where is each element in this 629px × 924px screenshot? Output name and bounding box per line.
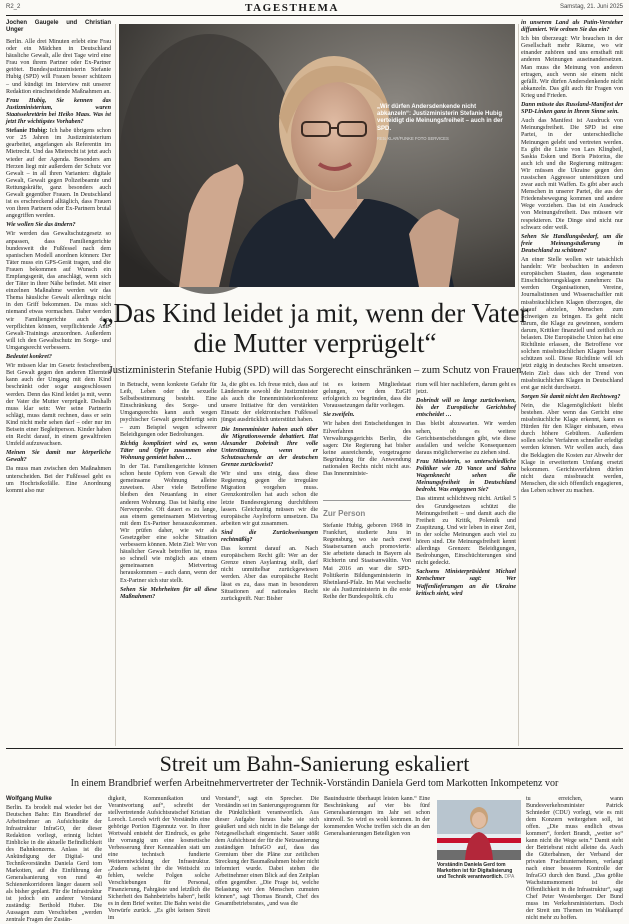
caption-credit: DPA bbox=[504, 874, 515, 880]
interview-question: Sie zweifeln. bbox=[323, 412, 355, 419]
paragraph bbox=[6, 128, 111, 220]
section-title: TAGESTHEMA bbox=[245, 2, 340, 14]
paragraph-text: Wir sind uns einig, dass diese Regierung gegen die irreguläre Migration vorgehen muss. Grenzkontrollen hat auch schon die letzte Bundesregierung durchführen lassen. Gleichzeitig müssen wir die europäische Asylreform umsetzen. Da arbeiten wir gut zusammen. bbox=[221, 471, 318, 527]
article-column-1 bbox=[6, 20, 111, 746]
photo-caption: „Wir dürfen Andersdenkende nicht abkanzeln“: Justizministerin Stefanie Hubig verteidigt die Meinungsfreiheit – auch in der SPD. bbox=[377, 104, 503, 132]
paragraph-text: rium will hier nachliefern, darum geht es jetzt. bbox=[416, 382, 516, 396]
speaker-name: Stefanie Hubig: bbox=[6, 128, 48, 135]
info-box-text: Stefanie Hubig, geboren 1968 in Frankfurt, studierte Jura in Regensburg, wo sie nach zwei Staatsexamen auch promovierte. Sie arbeitete danach in Bayern als Richterin und Staatsanwältin. Von Mai 2016 an war die SPD-Politikerin Bildungsministerin in Rheinland-Pfalz. Im Mai wechselte sie als Justizministerin in die erste Reihe der Bundespolitik. cfu bbox=[323, 523, 411, 600]
paragraph bbox=[221, 471, 318, 528]
header-rule bbox=[6, 15, 623, 16]
article-column-2 bbox=[120, 382, 217, 746]
interview-question: in unserem Land als Putin-Versteher diffamiert. Wie ordnen Sie das ein? bbox=[521, 20, 623, 34]
paragraph bbox=[6, 363, 111, 448]
paragraph bbox=[416, 496, 516, 567]
article2-column-1 bbox=[6, 796, 102, 923]
executive-photo-image bbox=[437, 800, 521, 860]
issue-date: Samstag, 21. Juni 2025 bbox=[559, 4, 623, 10]
article2-text: tu erreichen, wann Bundesverkehrsminister Patrick Schnieder (CDU) vorlegt, wie es mit dem Konzern weitergehen soll, ist offen. „Die muss endlich etwas kommen“, fordert Brandt, „weiter so“ kann nicht die Wege sein.“ Damit steht der Betriebsrat nicht alleine da. Auch die Güterbahnen, der Verband der privaten Frachtunternehmen, verlangt nach einer besseren Kontrolle der InfraGO durch den Bund. „Das größte Wachstumsmoment ist die Öffentlichkeit in die Infrastruktur“, sagt Chef Peter Westenberger. Der Bund muss im Verkehrsministerium. Doch der Streit um Themen im Wahlkampf nicht mehr zu hoffen. bbox=[526, 796, 623, 921]
paragraph bbox=[120, 464, 217, 585]
paragraph bbox=[221, 382, 318, 425]
paragraph bbox=[521, 257, 623, 392]
article2-text: Berlin. Es brodelt mal wieder bei der Deutschen Bahn: Ein Brandbrief der Arbeitnehmer an Aufsichtsräte der Infrastruktur InfraGO, der dieser Redaktion vorliegt, erinnig lichtet Einblicke in die aktuelle Befindlichkeit des Bahnkonzerns. Anlass ist die Ankündigung der Digital- und Technikvorständin Daniela Gerd tom Markotten, auf die Einführung der Generalsanierung von rund 40 Schienenkorridoren länger dauern soll als bisher geplant. Für die Infrastruktur ist jedoch ein anderer Vorstand zuständig: Berthold Huber. Die Aussagen zum Verschieben „werden zentrale Fragen der Zustän- bbox=[6, 805, 102, 923]
interview-question: Dobrindt will so lange zurückweisen, bis der Europäische Gerichtshof entscheidet … bbox=[416, 398, 516, 419]
author-byline: Jochen Gaugele und Christian Unger bbox=[6, 20, 111, 33]
interview-question: Sehen Sie Handlungsbedarf, um die freie Meinungsäußerung in Deutschland zu schützen? bbox=[521, 233, 623, 254]
paragraph-text: in Betracht, wenn konkrete Gefahr für Leib, Leben oder die sexuelle Selbstbestimmung besteht. Eine Einschränkung des Sorge- und Umgangsrechts kann auch wegen psychischer Gewalt gerechtfertigt sein – zum Beispiel wegen schwerer Beleidigungen oder Bedrohungen. bbox=[120, 382, 217, 438]
paragraph-text: Das bleibt abzuwarten. Wir werden sehen, ob es weitere Gerichtsentscheidungen gibt, wie diese ausfallen und welche Konsequenzen daraus möglicherweise zu ziehen sind. bbox=[416, 421, 516, 456]
article2-column-4 bbox=[324, 796, 430, 872]
article2-author: Wolfgang Mulke bbox=[6, 796, 52, 802]
interview-question: Sind die Zurückweisungen rechtmäßig? bbox=[221, 529, 318, 543]
paragraph-text: Ich bin überzeugt: Wir brauchen in der Gesellschaft mehr Räume, wo wir einander zuhören und uns ernsthaft mit anderen Meinungen auseinandersetzen. Man muss die Meinung von anderen ertragen, auch wenn sie einem nicht gefällt. Wir dürfen Andersdenkende nicht abkanzeln. Das gilt auch für Fragen von Krieg und Frieden. bbox=[521, 36, 623, 99]
paragraph bbox=[416, 382, 516, 396]
article-column-3 bbox=[221, 382, 318, 746]
paragraph bbox=[323, 421, 411, 478]
page-header bbox=[0, 0, 629, 16]
interview-question: Dann müsste das Russland-Manifest der SPD-Linken ganz in Ihrem Sinne sein. bbox=[521, 102, 623, 116]
page-number: R2_2 bbox=[6, 4, 21, 10]
executive-photo bbox=[437, 800, 521, 860]
article2-text: digkeit, Kommunikation und Verantwortung auf“, schreibt der stellvertretende Aufsichtsratschef Kristian Loroch. Loroch wirft der Vorständin eine gehörige Portion Eigennutz vor. In ihrer Wortwahl entsteht der Eindruck, es gehe ihr vorrangig um eine kosmetische Verbesserung ihrer Kennzahlen statt um eine technisch fundierte Weiterentwicklung der Infrastruktur. „Zudem scheint ihr die Weitsicht zu fehlen, welche Folgen solche Verschiebungen für Personal, Finanzierung, Fahrgäste und letztlich die Sicherheit des Bahnbetriebs haben“, heißt es in dem Brief weiter. Die Bahn weist die Vorwürfe zurück. „Es gibt keinen Streit im bbox=[108, 796, 210, 921]
paragraph-text: An einer Stelle wollen wir tatsächlich handeln: Wir beobachten in anderen europäischen Staaten, dass sogenannte Einschüchterungsklagen zunehmen: Da werden Organisationen, Vereine, Journalistinnen und Wissenschaftler mit missbräuchlichen Klagen überzogen, die darauf abzielen, Menschen zum Schweigen zu bringen. Es geht nicht darum, die Klage zu gewinnen, sondern darum, Kritiker finanziell und zeitlich zu belasten. Die Europäische Union hat eine Richtlinie erlassen, die Betroffene vor solchen missbräuchlichen Klagen besser schützen soll. Diese Richtlinie will ich jetzt zügig in deutsches Recht umsetzen. Mein Ziel: dass sich der Trend von missbräuchlichen Klagen in Deutschland erst gar nicht durchsetzt. bbox=[521, 257, 623, 391]
info-box bbox=[323, 500, 411, 628]
article-column-5 bbox=[416, 382, 516, 746]
paragraph bbox=[521, 36, 623, 100]
paragraph-text: Berlin. Alle drei Minuten erlebt eine Frau oder ein Mädchen in Deutschland häusliche Gewalt, alle drei Tage wird eine Frau von ihrem Partner oder Ex-Partner getötet. Bundesjustizministerin Stefanie Hubig (SPD) will Frauen besser schützen – und kündigt im Interview mit unserer Redaktion einschneidende Maßnahmen an. bbox=[6, 39, 111, 95]
paragraph-text: Ja, die gibt es. Ich freue mich, dass auf Länderseite sowohl die Justizminister als auch die Innenministerkonferenz unsere Initiative für den verstärkten Einsatz der elektronischen Fußfessel jüngst ausdrücklich unterstützt haben. bbox=[221, 382, 318, 424]
paragraph bbox=[6, 39, 111, 96]
portrait-photo-image bbox=[119, 24, 515, 287]
main-subline: Justizministerin Stefanie Hubig (SPD) will das Sorgerecht einschränken – zum Schutz von Frauen bbox=[108, 365, 522, 376]
paragraph-text: Nein, die Klagemöglichkeit bleibt bestehen. Aber wenn das Gericht eine missbräuchliche Klage erkennt, kann es Hürden für den Kläger einbauen, etwa durch höhere Gebühren. Außerdem sollen solche Verfahren schneller erledigt werden können. Wir wollen auch, dass die Beklagten die Kosten zur Abwehr der Klage in erweitertem Umfang ersetzt bekommen. Gerichtsverfahren dürfen nicht dazu missbraucht werden, Menschen, die sich öffentlich engagieren, das Leben schwer zu machen. bbox=[521, 402, 623, 494]
paragraph-text: ist es keinem Mitgliedstaat gelungen, vor dem EuGH erfolgreich zu begründen, dass die Voraussetzungen dafür vorliegen. bbox=[323, 382, 411, 410]
article2-column-3 bbox=[215, 796, 319, 907]
interview-question: Frau Hubig, Sie kennen das Justizministerium, waren Staatssekretärin bei Heiko Maas. Was ist jetzt Ihr wichtigstes Vorhaben? bbox=[6, 97, 111, 126]
paragraph bbox=[521, 118, 623, 232]
column-divider bbox=[518, 24, 519, 746]
article-column-4 bbox=[323, 382, 411, 497]
second-subline: In einem Brandbrief werfen Arbeitnehmervertreter der Technik-Vorständin Daniela Gerd tom Markotten Inkompetenz vor bbox=[70, 778, 559, 789]
main-headline: „Das Kind leidet ja mit, wenn der Vater die Mutter verprügelt“ bbox=[101, 298, 529, 358]
interview-question: Meinen Sie damit nur körperliche Gewalt? bbox=[6, 450, 111, 464]
paragraph-text: Auch das Manifest ist Ausdruck von Meinungsfreiheit. Die SPD ist eine Partei, in der unterschiedliche Meinungen gelebt und vertreten werden. Es gibt die Linie von Lars Klingbeil, Saskia Esken und Boris Pistorius, die auch ich und die Regierung mittragen: Wir müssen die Ukraine gegen den russischen Aggressor unterstützen und zwar auch mit Waffen. Es gibt aber auch Menschen in unserer Partei, die aus der Friedensbewegung kommen und andere Wege vorziehen. Das ist ein Ausdruck von Meinungsfreiheit. Das müssen wir respektieren. Die Dinge sind nicht nur schwarz oder weiß. bbox=[521, 118, 623, 231]
interview-question: Die Innenminister haben auch über die Migrationswende debattiert. Hat Alexander Dobrindt Ihre volle Unterstützung, wenn er Schutzsuchende an der deutschen Grenze zurückweist? bbox=[221, 426, 318, 469]
executive-photo-caption bbox=[437, 862, 521, 880]
interview-question: Bedeutet konkret? bbox=[6, 354, 52, 361]
paragraph bbox=[416, 421, 516, 456]
interview-question: Sorgen Sie damit nicht den Rechtsweg? bbox=[521, 393, 621, 400]
photo-credit: REto KLAR/FUNKE FOTO SERVICES bbox=[377, 136, 449, 141]
paragraph-text: In der Tat. Familiengerichte können schon heute Opfern von Gewalt die gemeinsame Wohnung alleine zuweisen. Aber viele Betroffene bleiben den Neuanfang in einer anderen Wohnung. Das ist häufig eine Nervenprobe. Oft dauert es zu lange, aus einem gemeinsamen Mietvertrag mit dem Ex-Partner herauszukommen. Wir prüfen daher, wie wir als Gesetzgeber eine solche Situation verbessern können. Mein Ziel: Wer von häuslicher Gewalt betroffen ist, muss so schnell wie möglich aus einem gemeinsamen Mietvertrag herauskommen – auch dann, wenn der Ex-Partner sich stur stellt. bbox=[120, 464, 217, 584]
paragraph-text: Ich habe übrigens schon vor 25 Jahren im Justizministerium gearbeitet, angefangen als Referentin im Mietrecht. Und das Mietrecht ist jetzt auch wieder auf der Agenda. Besonders am Herzen liegt mir außerdem der Schutz vor Gewalt – in all ihren Varianten: digitale Gewalt, Gewalt gegen Polizeibeamte und Rettungskräfte, ganz besonders auch Gewalt gegenüber Frauen. In Deutschland ist es erschreckend alltäglich, dass Frauen von ihren Partnern oder Ex-Partnern brutal angegriffen werden. bbox=[6, 128, 112, 220]
interview-question: Richtig kompliziert wird es, wenn Täter und Opfer zusammen eine Wohnung gemietet haben … bbox=[120, 440, 217, 461]
article2-column-6 bbox=[526, 796, 623, 921]
second-headline: Streit um Bahn-Sanierung eskaliert bbox=[159, 751, 470, 776]
info-box-title: Zur Person bbox=[323, 509, 366, 518]
paragraph-text: Das kommt darauf an. Nach europäischem Recht gilt: Wer an der Grenze einen Asylantrag stellt, darf nicht unmittelbar zurückgewiesen werden. Aber das europäische Recht lässt es zu, dass man in besonderen Situationen auf nationales Recht zurückgreift. Nur: Bisher bbox=[221, 546, 318, 602]
interview-question: Frau Ministerin, so unterschiedliche Politiker wie JD Vance und Sahra Wagenknecht sehen die Meinungsfreiheit in Deutschland bedroht. Was entgegnen Sie? bbox=[416, 458, 516, 494]
article2-text: Vorstand“, sagt ein Sprecher. Die Vorständin sei im Sanierungsprogramm für die Pünktlichkeit verantwortlich. Aus dieser Aufgabe heraus habe sie sich geäußert und sich nicht in die Belange der Netzgesellschaft eingemischt. Sauer stößt dem Aufsichtsrat der für die Netzsanierung zuständigen InfraGO auf, dass das Gremium über die Pläne zur zeitlichen Streckung der Baumaßnahmen bisher nicht informiert wurde. Dabei stehen die Arbeitnehmer einen Blick auf den Zeitplan offen gegenüber. „Die Frage ist, welche Belastung wir den Menschen zumuten können“, sagt Thomas Brandt, Chef des Gesamtbetriebsrates, „und was die bbox=[215, 796, 319, 907]
article2-text: Bauindustrie überhaupt leisten kann.“ Eine Beschränkung auf vier bis fünf Generalsanierungen im Jahr sei schon sinnvoll. So wird es wohl kommen. In der kommenden Woche treffen sich die an den Generalsanierungen Beteiligten von bbox=[324, 796, 430, 837]
paragraph bbox=[221, 546, 318, 603]
paragraph-text: Da muss man zwischen den Maßnahmen unterscheiden. Bei der Fußfessel geht es um Hochrisikofälle. Eine Anordnung kommt also nur bbox=[6, 466, 111, 494]
portrait-photo bbox=[119, 24, 515, 287]
paragraph-text: Wir müssen klar im Gesetz festschreiben: Bei Gewalt gegen den anderen Elternteil kann auch der Umgang mit dem Kind beschränkt oder sogar ausgeschlossen werden. Denn das Kind leidet ja mit, wenn der Vater die Mutter verprügelt. Deshalb muss klar sein: Wer seine Partnerin schlägt, muss damit rechnen, dass er sein Kind nicht mehr sehen darf – oder nur im Beisein einer Begleitperson. Kinder haben ein Recht darauf, in einem gewaltfreien Umfeld aufzuwachsen. bbox=[6, 363, 111, 448]
interview-question: Sachsens Ministerpräsident Michael Kretschmer sagt: Wer Waffenlieferungen an die Ukraine kritisch sieht, wird bbox=[416, 569, 516, 597]
paragraph-text: Wir haben drei Entscheidungen in Eilverfahren des Verwaltungsgerichts Berlin, die sagen: Die Regierung hat bisher keine ausreichende, vorgetragene Begründung für die Anwendung nationalen Rechts nicht nicht aus. Das Innenministe- bbox=[323, 421, 411, 478]
article-divider bbox=[6, 748, 623, 749]
interview-question: Sehen Sie Mehrheiten für all diese Maßnahmen? bbox=[120, 586, 217, 600]
article2-column-2 bbox=[108, 796, 210, 921]
caption-text: Vorständin Daniela Gerd tom Markotten ist für Digitalisierung und Technik verantwortlich. bbox=[437, 862, 513, 880]
paragraph bbox=[323, 382, 411, 410]
paragraph bbox=[6, 466, 111, 494]
paragraph-text: Wir werden das Gewaltschutzgesetz so anpassen, dass Familiengerichte bundesweit die Fußfessel nach dem spanischen Modell anordnen können: Der Täter muss ein GPS-Gerät tragen, und die Frauen bekommen auf Wunsch ein Empfangsgerät, das anschlägt, wenn sich der Täter in ihrer Nähe befindet. Mit einer einzelnen Maßnahme werden wir das Thema häusliche Gewalt allerdings nicht in den Griff bekommen. Da muss sich niemand etwas vormachen. Daher werden wir Familiengerichte auch dazu verpflichten können, verpflichtende Anti-Gewalt-Trainings anzuordnen. Außerdem will ich den Gewaltschutz im Sorge- und Umgangsrecht verbessern. bbox=[6, 231, 111, 351]
paragraph bbox=[521, 403, 623, 495]
paragraph-text: Das stimmt schlichtweg nicht. Artikel 5 des Grundgesetzes schützt die Meinungsfreiheit – und damit auch die Freiheit zu Kritik, Polemik und Zuspitzung. Und wir leben in einer Zeit, in der solche Meinungen auch viel zu hören sind. Die Meinungsfreiheit kennt allerdings Grenzen: Beleidigungen, Bedrohungen, Einschüchterungen sind nicht gedeckt. bbox=[416, 496, 516, 567]
interview-question: Wie wollen Sie das ändern? bbox=[6, 222, 76, 229]
paragraph bbox=[6, 231, 111, 352]
article-column-6 bbox=[521, 20, 623, 746]
column-divider bbox=[115, 24, 116, 746]
paragraph bbox=[120, 382, 217, 439]
